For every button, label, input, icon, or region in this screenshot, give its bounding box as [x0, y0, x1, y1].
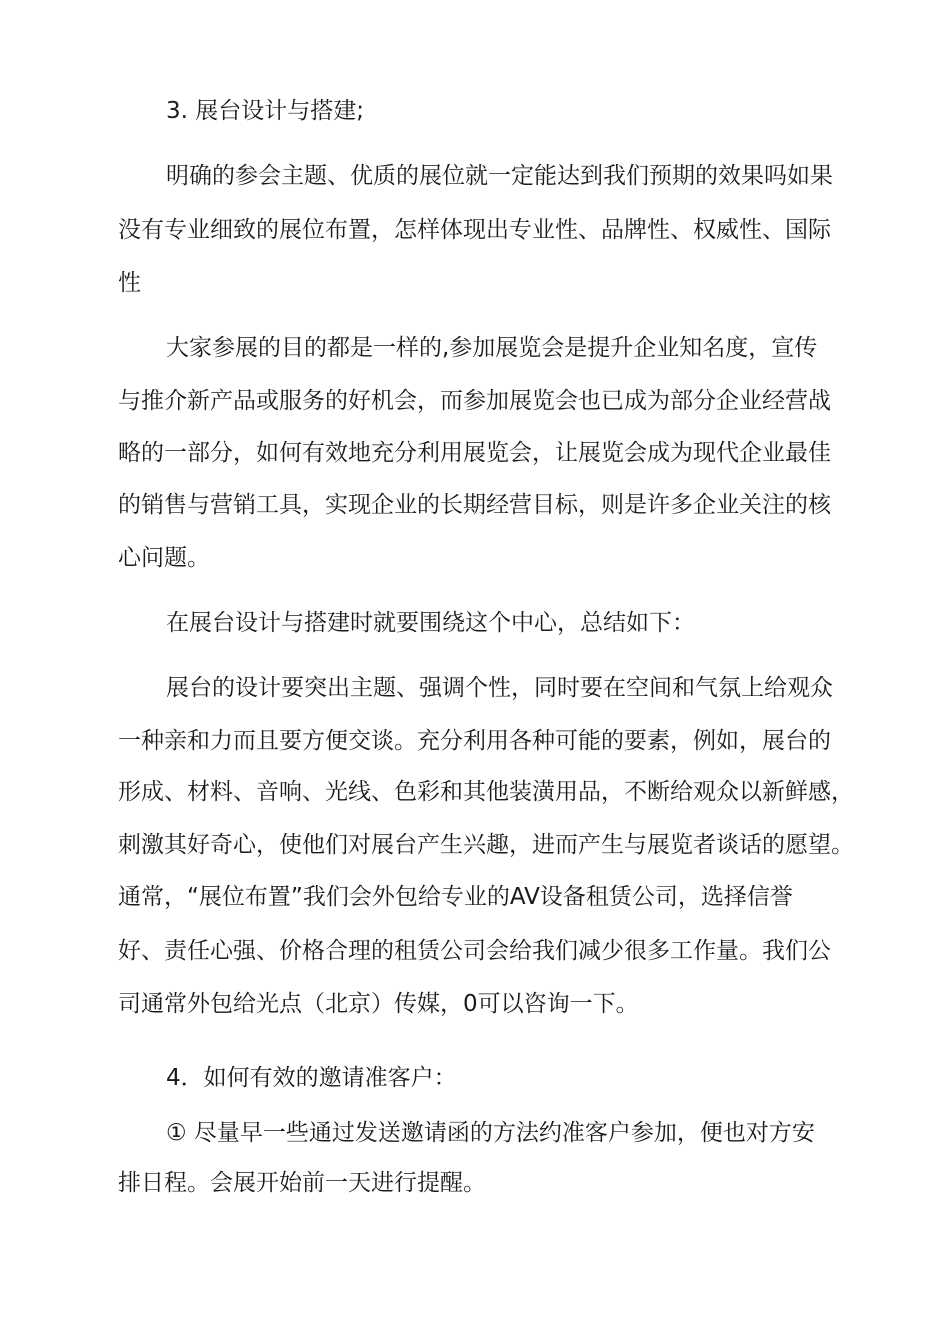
paragraph-line: 在展台设计与搭建时就要围绕这个中心，总结如下： — [166, 610, 695, 636]
paragraph-line: 性 — [118, 270, 141, 296]
section-3-heading: 3. 展台设计与搭建; — [166, 98, 365, 124]
paragraph-line: 司通常外包给光点（北京）传媒，0可以咨询一下。 — [118, 991, 639, 1017]
paragraph-line: 好、责任心强、价格合理的租赁公司会给我们减少很多工作量。我们公 — [118, 938, 831, 964]
paragraph-line: 形成、材料、音响、光线、色彩和其他装潢用品，不断给观众以新鲜感， — [118, 779, 854, 805]
paragraph-line: 没有专业细致的展位布置，怎样体现出专业性、品牌性、权威性、国际 — [118, 217, 831, 243]
paragraph-line: 展台的设计要突出主题、强调个性，同时要在空间和气氛上给观众 — [166, 675, 833, 701]
paragraph-line: 一种亲和力而且要方便交谈。充分利用各种可能的要素，例如，展台的 — [118, 728, 831, 754]
paragraph-line: 通常，“展位布置”我们会外包给专业的AV设备租赁公司，选择信誉 — [118, 884, 793, 910]
list-item-line: ① 尽量早一些通过发送邀请函的方法约准客户参加，便也对方安 — [166, 1120, 815, 1146]
list-item-line: 排日程。会展开始前一天进行提醒。 — [118, 1170, 486, 1196]
paragraph-line: 大家参展的目的都是一样的,参加展览会是提升企业知名度，宣传 — [166, 335, 818, 361]
paragraph-line: 明确的参会主题、优质的展位就一定能达到我们预期的效果吗如果 — [166, 163, 833, 189]
paragraph-line: 心问题。 — [118, 545, 210, 571]
section-4-heading: 4．如何有效的邀请准客户： — [166, 1065, 457, 1091]
paragraph-line: 的销售与营销工具，实现企业的长期经营目标，则是许多企业关注的核 — [118, 492, 831, 518]
paragraph-line: 与推介新产品或服务的好机会，而参加展览会也已成为部分企业经营战 — [118, 388, 831, 414]
paragraph-line: 略的一部分，如何有效地充分利用展览会，让展览会成为现代企业最佳 — [118, 440, 831, 466]
paragraph-line: 刺激其好奇心，使他们对展台产生兴趣，进而产生与展览者谈话的愿望。 — [118, 832, 854, 858]
